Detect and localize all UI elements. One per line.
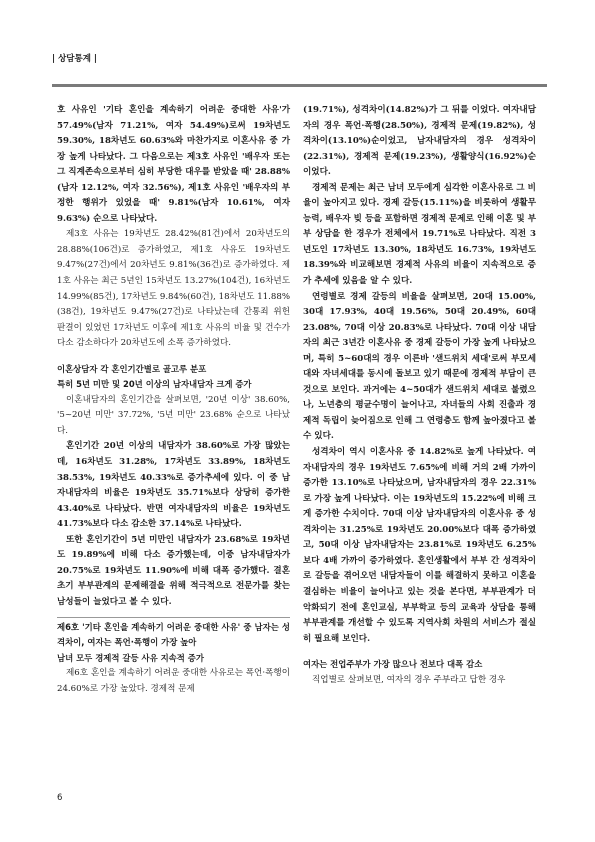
right-paragraph-1: (19.71%), 성격차이(14.82%)가 그 뒤를 이었다. 여자내담자의 경우 폭언·폭행(28.50%), 경제적 문제(19.82%), 성격차이(13.10%)순이었고, 남자내담자의 경우 성격차이(22.31%), 경제적 문제(19.23%), 생활양식(16.92%)순이었다.	[303, 105, 536, 178]
left-heading-2a: 제6호 '기타 혼인을 계속하기 어려운 중대한 사유' 중 남자는 성격차이, 여자는 폭언·폭행이 가장 높아	[57, 621, 290, 648]
left-paragraph-4: 혼인기간 20년 이상의 내담자가 38.60%로 가장 많았는데, 16차년도 31.28%, 17차년도 33.89%, 18차년도 38.53%, 19차년도 40.33%로 증가추세에 있다. 이 중 남자내담자의 비율은 19차년도 35.71%보다 상당히 증가한 43.40%로 나타났다. 반면 여자내담자의 비율은 19차년도 41.73%보다 다소 감소한 37.14%로 나타났다.	[57, 441, 290, 530]
left-heading-1b: 특히 5년 미만 및 20년 이상의 남자내담자 크게 증가	[57, 379, 252, 390]
right-column	[303, 103, 536, 688]
left-heading-block	[57, 617, 290, 667]
page-number: 6	[57, 793, 63, 803]
right-paragraph-2: 경제적 문제는 최근 남녀 모두에게 심각한 이혼사유로 그 비율이 높아지고 있다. 경제 갈등(15.11%)을 비롯하여 생활무능력, 배우자 빚 등을 포함하면 경제적 문제로 인해 이혼 및 부부 상담을 한 경우가 전체에서 19.71%로 나타났다. 직전 3년도인 17차년도 13.30%, 18차년도 16.73%, 19차년도 18.39%와 비교해보면 경제적 사유의 비율이 지속적으로 증가 추세에 있음을 알 수 있다.	[303, 182, 536, 287]
header-rule	[52, 84, 547, 87]
right-paragraph-5: 직업별로 살펴보면, 여자의 경우 주부라고 답한 경우	[312, 674, 506, 685]
running-header: | 상담통계 |	[52, 54, 97, 64]
left-heading-1a: 이혼상담자 각 혼인기간별로 골고루 분포	[57, 363, 207, 374]
right-heading-1: 여자는 전업주부가 가장 많으나 전보다 대폭 감소	[303, 659, 483, 670]
left-paragraph-3: 이혼내담자의 혼인기간을 살펴보면, '20년 이상' 38.60%, '5~20년 미만' 37.72%, '5년 미만' 23.68% 순으로 나타났다.	[57, 394, 290, 436]
left-paragraph-5: 또한 혼인기간이 5년 미만인 내담자가 23.68%로 19차년도 19.89%에 비해 다소 증가했는데, 이중 남자내담자가 20.75%로 19차년도 11.90%에 비해 대폭 증가했다. 결혼 초기 부부관계의 문제해결을 위해 적극적으로 전문가를 찾는 남성들이 늘었다고 볼 수 있다.	[57, 534, 290, 607]
left-column	[57, 103, 290, 697]
left-paragraph-1: 호 사유인 '기타 혼인을 계속하기 어려운 중대한 사유'가 57.49%(남자 71.21%, 여자 54.49%)로써 19차년도 59.30%, 18차년도 60.63%와 마찬가지로 이혼사유 중 가장 높게 나타났다. 그 다음으로는 제3호 사유인 '배우자 또는 그 직계존속으로부터 심히 부당한 대우를 받았을 때' 28.88%(남자 12.12%, 여자 32.56%), 제1호 사유인 '배우자의 부정한 행위가 있었을 때' 9.81%(남자 10.61%, 여자 9.63%) 순으로 나타났다.	[57, 105, 290, 224]
left-paragraph-2: 제3호 사유는 19차년도 28.42%(81건)에서 20차년도의 28.88%(106건)로 증가하였고, 제1호 사유도 19차년도 9.47%(27건)에서 20차년도 9.81%(36건)로 증가하였다. 제1호 사유는 최근 5년인 15차년도 13.27%(104건), 16차년도 14.99%(85건), 17차년도 9.84%(60건), 18차년도 11.88%(38건), 19차년도 9.47%(27건)로 나타났는데 간통죄 위헌 판결이 있었던 17차년도 이후에 제1호 사유의 비율 및 건수가 다소 감소하다가 20차년도에 소폭 증가하였다.	[57, 229, 290, 349]
left-heading-2b: 남녀 모두 경제적 갈등 사유 지속적 증가	[57, 652, 204, 663]
left-paragraph-6: 제6호 혼인을 계속하기 어려운 중대한 사유로는 폭언·폭행이 24.60%로 가장 높았다. 경제적 문제	[57, 668, 290, 694]
right-paragraph-4: 성격차이 역시 이혼사유 중 14.82%로 높게 나타났다. 여자내담자의 경우 19차년도 7.65%에 비해 거의 2배 가까이 증가한 13.10%로 나타났으며, 남자내담자의 경우 22.31%로 가장 높게 나타났다. 이는 19차년도의 15.22%에 비해 크게 증가한 수치이다. 70대 이상 남자내담자의 이혼사유 중 성격차이는 31.25%로 19차년도 20.00%보다 대폭 증가하였고, 50대 이상 남자내담자는 23.81%로 19차년도 6.25%보다 4배 가까이 증가하였다. 혼인생활에서 부부 간 성격차이로 갈등을 겪어오던 내담자들이 이를 해결하지 못하고 이혼을 결심하는 비율이 늘어나고 있는 것을 본다면, 부부관계가 더 악화되기 전에 혼인교실, 부부학교 등의 교육과 상담을 통해 부부관계를 개선할 수 있도록 지역사회 차원의 서비스가 절실히 필요해 보인다.	[303, 447, 536, 644]
right-paragraph-3: 연령별로 경제 갈등의 비율을 살펴보면, 20대 15.00%, 30대 17.93%, 40대 19.56%, 50대 20.49%, 60대 23.08%, 70대 이상 20.83%로 나타났다. 70대 이상 내담자의 최근 3년간 이혼사유 중 경제 갈등이 가장 높게 나타났으며, 특히 5~60대의 경우 이른바 '샌드위치 세대'로써 부모세대와 자녀세대를 동시에 돌보고 있기 때문에 경제적 부담이 큰 것으로 보인다. 과거에는 4~50대가 샌드위치 세대로 불렸으나, 노년층의 평균수명이 늘어나고, 자녀들의 사회 진출과 경제적 독립이 늦어짐으로 인해 그 연령층도 함께 높아졌다고 볼 수 있다.	[303, 291, 536, 442]
